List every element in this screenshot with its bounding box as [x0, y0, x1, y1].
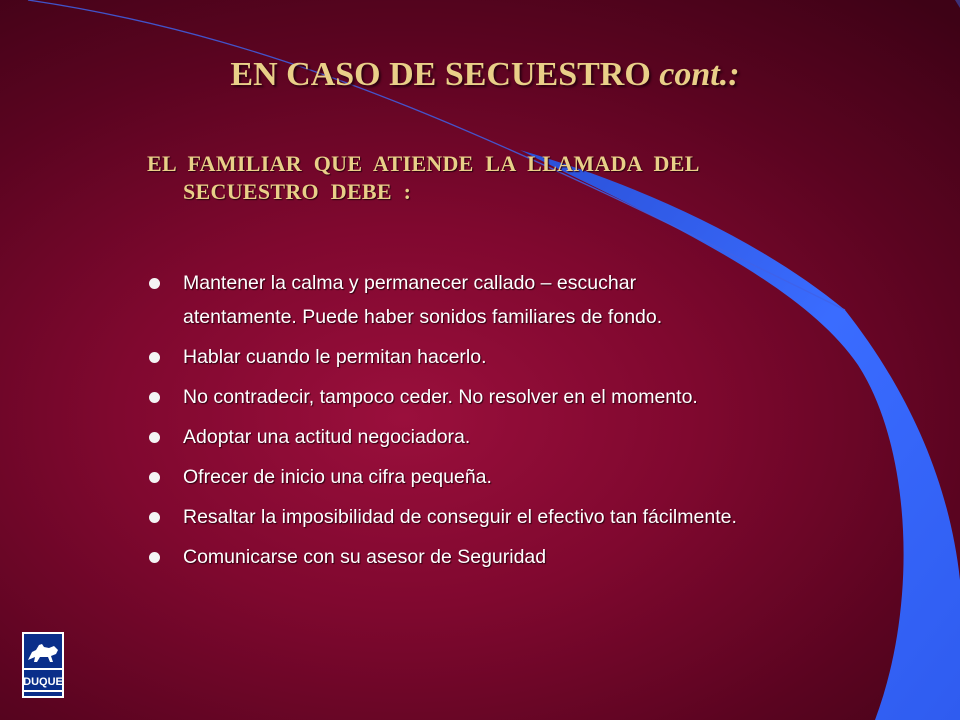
bullet-dot-icon [149, 352, 160, 363]
slide-title: EN CASO DE SECUESTRO cont.: [230, 56, 740, 93]
bullet-dot-icon [149, 278, 160, 289]
bullet-list [147, 266, 887, 574]
bullet-dot-icon [149, 552, 160, 563]
bullet-dot-icon [149, 432, 160, 443]
subheading [147, 150, 847, 206]
duque-logo [22, 632, 64, 698]
bullet-item: Resaltar la imposibilidad de conseguir el efectivo tan fácilmente. [147, 500, 887, 534]
bullet-item: Mantener la calma y permanecer callado – escuchar atentamente. Puede haber sonidos familiares de fondo. [147, 266, 887, 334]
bullet-item: Ofrecer de inicio una cifra pequeña. [147, 460, 887, 494]
bullet-dot-icon [149, 512, 160, 523]
subheading-line-1: EL FAMILIAR QUE ATIENDE LA LLAMADA DEL [147, 151, 700, 176]
svg-text:DUQUE: DUQUE [23, 676, 63, 688]
bullet-dot-icon [149, 472, 160, 483]
subheading-line-2: SECUESTRO DEBE : [183, 179, 412, 204]
bullet-item: No contradecir, tampoco ceder. No resolver en el momento. [147, 380, 887, 414]
bullet-item: Adoptar una actitud negociadora. [147, 420, 887, 454]
bullet-dot-icon [149, 392, 160, 403]
bullet-item: Comunicarse con su asesor de Seguridad [147, 540, 887, 574]
bullet-item: Hablar cuando le permitan hacerlo. [147, 340, 887, 374]
